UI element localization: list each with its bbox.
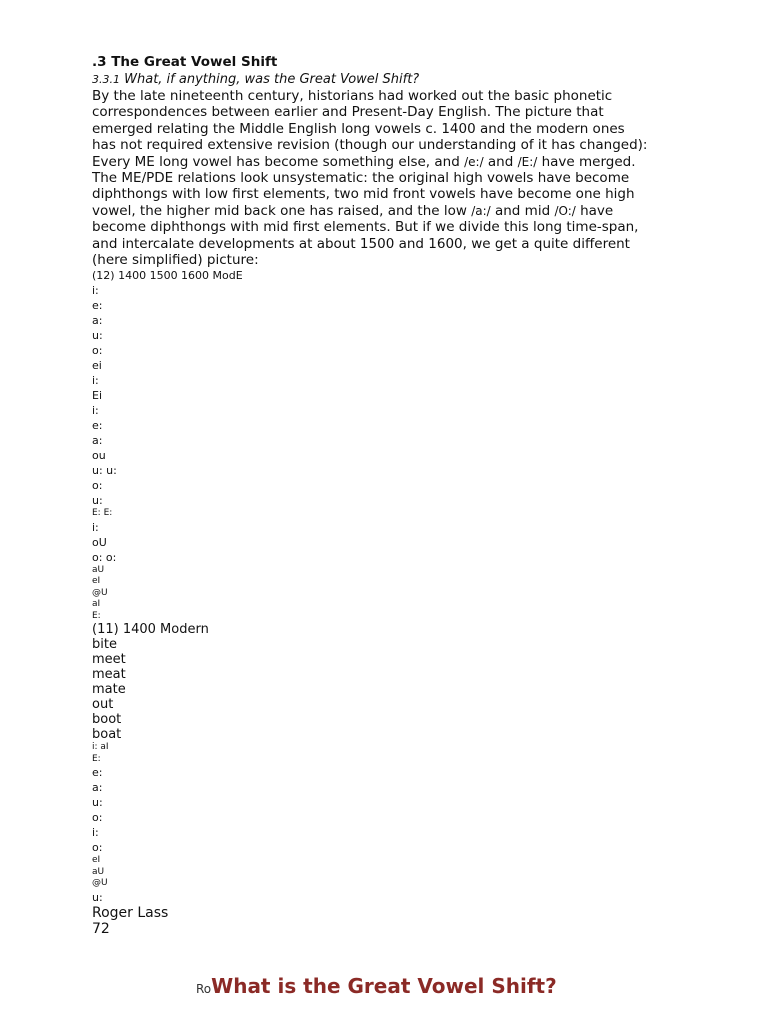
ipa-symbol: /O:/	[554, 203, 576, 218]
subheading	[92, 71, 652, 88]
author-name: Roger Lass	[92, 904, 169, 921]
vowel-line: @U	[92, 878, 108, 889]
section-heading: .3 The Great Vowel Shift	[92, 54, 278, 70]
vowel-line: E: E:	[92, 508, 113, 519]
vowel-line: E:	[92, 610, 101, 621]
example-word: meat	[92, 667, 126, 683]
table-12-header: (12) 1400 1500 1600 ModE	[92, 269, 243, 283]
vowel-line: aI	[92, 599, 101, 610]
subheading-text: What, if anything, was the Great Vowel Shift?	[120, 72, 420, 87]
vowel-line: i:	[92, 520, 99, 534]
vowel-line: u:	[92, 796, 103, 810]
vowel-line: e:	[92, 419, 103, 433]
footer-banner	[196, 974, 557, 998]
vowel-line: u: u:	[92, 464, 117, 478]
example-word: boot	[92, 712, 122, 728]
vowel-line: o:	[92, 811, 103, 825]
vowel-line: eI	[92, 576, 101, 587]
ipa-symbol: /E:/	[517, 154, 538, 169]
vowel-line: e:	[92, 299, 103, 313]
vowel-line: i:	[92, 284, 99, 298]
vowel-line: i: aI	[92, 742, 109, 753]
vowel-line: @U	[92, 587, 108, 598]
vowel-line: u:	[92, 329, 103, 343]
ipa-symbol: /a:/	[471, 203, 491, 218]
table-11-header: (11) 1400 Modern	[92, 622, 209, 638]
vowel-line: a:	[92, 781, 103, 795]
paragraph-2-part: and	[483, 153, 518, 170]
example-word: meet	[92, 652, 126, 668]
subheading-number: 3.3.1	[92, 73, 120, 86]
vowel-line: i:	[92, 374, 99, 388]
vowel-line: o: o:	[92, 550, 117, 564]
vowel-line: eI	[92, 855, 101, 866]
example-word: boat	[92, 727, 122, 743]
example-word: mate	[92, 682, 126, 698]
paragraph-2-part: and mid	[490, 202, 555, 219]
example-word: bite	[92, 637, 117, 653]
vowel-line: e:	[92, 766, 103, 780]
vowel-line: E:	[92, 753, 101, 764]
vowel-line: o:	[92, 479, 103, 493]
vowel-line: aU	[92, 866, 105, 877]
paragraph-2	[92, 154, 652, 269]
document-title-link[interactable]: What is the Great Vowel Shift?	[211, 974, 557, 998]
document-page	[92, 54, 652, 937]
footer-prefix: Ro	[196, 982, 212, 996]
paragraph-2-part: have become diphthongs with mid first elements. But if we divide this long time-span, and intercalate developments at about 1500 and 1600, we get a quite different (here simplified) picture:	[92, 202, 639, 269]
vowel-line: ei	[92, 359, 102, 373]
vowel-line: oU	[92, 535, 107, 549]
table-12-vowel-list	[92, 283, 652, 622]
paragraph-2-part: Every ME long vowel has become something else, and	[92, 153, 465, 170]
paragraph-2-part: have merged. The ME/PDE relations look unsystematic: the original high vowels have become diphthongs with low first elements, two mid front vowels have become one high vowel, the higher mid back one has raised, and the low	[92, 153, 636, 219]
vowel-line: u:	[92, 890, 103, 904]
vowel-line: i:	[92, 826, 99, 840]
vowel-line: a:	[92, 434, 103, 448]
table-11-word-list	[92, 637, 652, 742]
example-word: out	[92, 697, 114, 713]
vowel-line: u:	[92, 494, 103, 508]
table-11-vowel-list	[92, 742, 652, 905]
paragraph-1: By the late nineteenth century, historians had worked out the basic phonetic correspondences between earlier and Present-Day English. The picture that emerged relating the Middle English long vowels c. 1400 and the modern ones has not required extensive revision (though our understanding of it has changed):	[92, 88, 648, 154]
vowel-line: a:	[92, 314, 103, 328]
page-number: 72	[92, 920, 110, 937]
ipa-symbol: /e:/	[464, 154, 484, 169]
vowel-line: o:	[92, 841, 103, 855]
vowel-line: aU	[92, 564, 105, 575]
vowel-line: i:	[92, 404, 99, 418]
vowel-line: o:	[92, 344, 103, 358]
vowel-line: Ei	[92, 389, 103, 403]
vowel-line: ou	[92, 449, 106, 463]
